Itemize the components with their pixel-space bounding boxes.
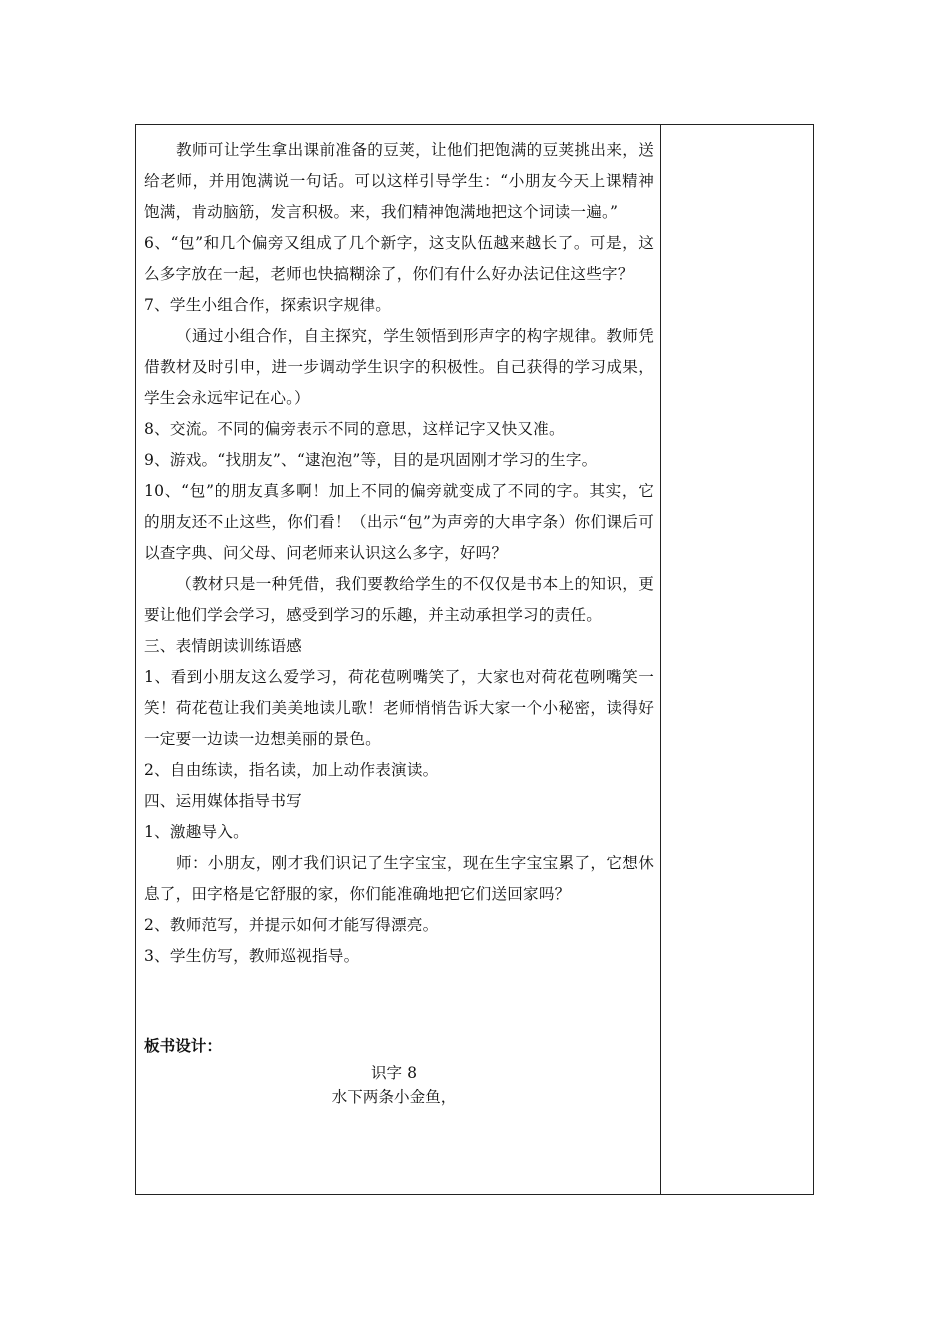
paragraph-writing-3: 3、学生仿写，教师巡视指导。 [144, 947, 360, 965]
column-divider [660, 125, 661, 1194]
paragraph-reading-2: 2、自由练读，指名读，加上动作表演读。 [144, 761, 439, 779]
lesson-content-cell [144, 135, 654, 1109]
blank-space [144, 972, 654, 1030]
paragraph-writing-2: 2、教师范写，并提示如何才能写得漂亮。 [144, 916, 439, 934]
paragraph-step-9: 9、游戏。“找朋友”、“逮泡泡”等，目的是巩固刚才学习的生字。 [144, 451, 598, 469]
paragraph-bean-pods: 教师可让学生拿出课前准备的豆荚，让他们把饱满的豆荚挑出来，送给老师，并用饱满说一句话。可以这样引导学生：“小朋友今天上课精神饱满，肯动脑筋，发言积极。来，我们精神饱满地把这个词读一遍。” [144, 141, 654, 221]
paragraph-step-7: 7、学生小组合作，探索识字规律。 [144, 296, 392, 314]
lesson-table [135, 124, 814, 1195]
board-design-label: 板书设计： [144, 1036, 222, 1055]
paragraph-step-8: 8、交流。不同的偏旁表示不同的意思，这样记字又快又准。 [144, 420, 565, 438]
paragraph-reading-1: 1、看到小朋友这么爱学习，荷花苞咧嘴笑了，大家也对荷花苞咧嘴笑一笑！荷花苞让我们美美地读儿歌！老师悄悄告诉大家一个小秘密，读得好一定要一边读一边想美丽的景色。 [144, 668, 654, 748]
paragraph-teacher-speech: 师：小朋友，刚才我们识记了生字宝宝，现在生字宝宝累了，它想休息了，田字格是它舒服的家，你们能准确地把它们送回家吗？ [144, 854, 654, 903]
board-title: 识字 8 [370, 1064, 418, 1082]
paragraph-step-6: 6、“包”和几个偏旁又组成了几个新字，这支队伍越来越长了。可是，这么多字放在一起，老师也快搞糊涂了，你们有什么好办法记住这些字？ [144, 234, 654, 283]
paragraph-note-textbook: （教材只是一种凭借，我们要教给学生的不仅仅是书本上的知识，更要让他们学会学习，感受到学习的乐趣，并主动承担学习的责任。 [144, 575, 654, 624]
section-heading-writing: 四、运用媒体指导书写 [144, 792, 302, 810]
paragraph-note-group-work: （通过小组合作，自主探究，学生领悟到形声字的构字规律。教师凭借教材及时引申，进一步调动学生识字的积极性。自己获得的学习成果，学生会永远牢记在心。） [144, 327, 654, 407]
board-line-1: 水下两条小金鱼， [331, 1088, 457, 1106]
section-heading-reading: 三、表情朗读训练语感 [144, 637, 302, 655]
paragraph-writing-1: 1、激趣导入。 [144, 823, 249, 841]
paragraph-step-10: 10、“包”的朋友真多啊！加上不同的偏旁就变成了不同的字。其实，它的朋友还不止这些，你们看！（出示“包”为声旁的大串字条）你们课后可以查字典、问父母、问老师来认识这么多字，好吗？ [144, 482, 654, 562]
